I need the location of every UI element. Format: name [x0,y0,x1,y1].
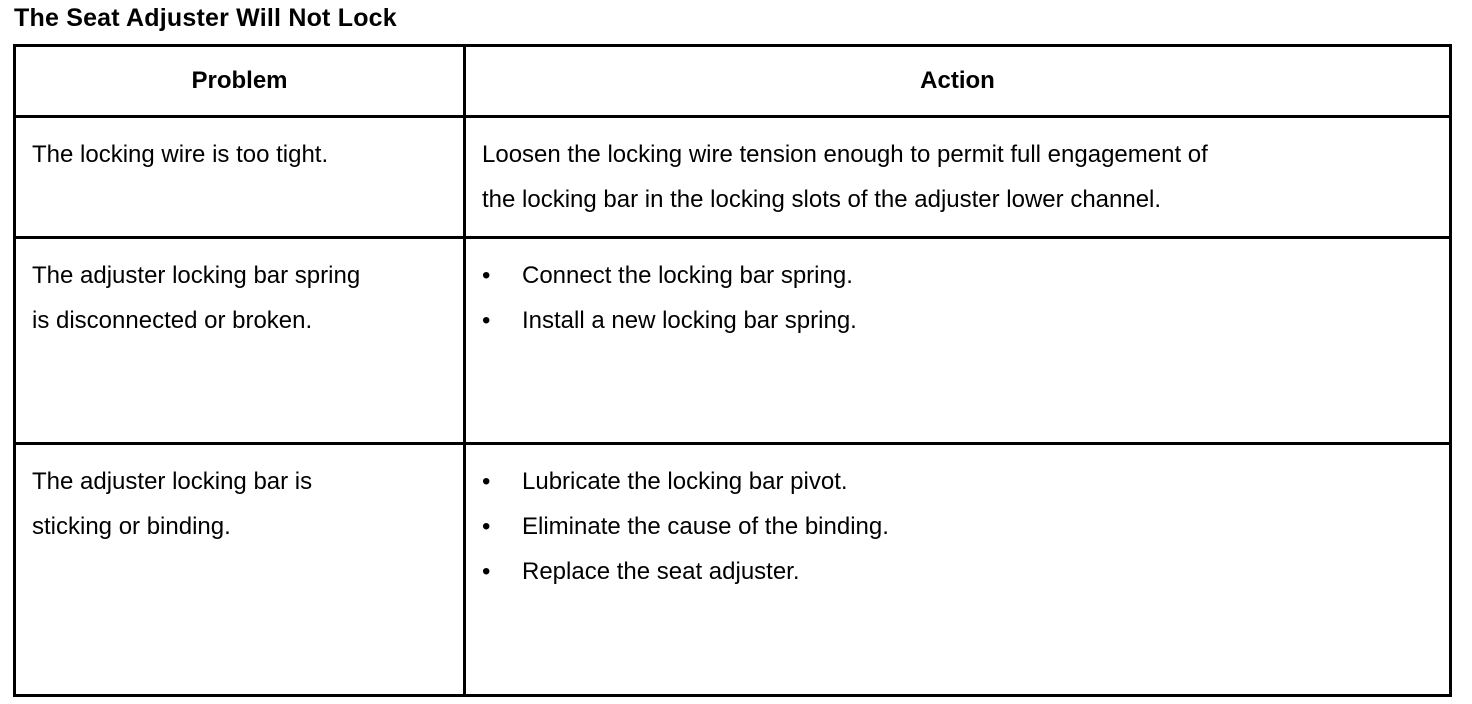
action-list-item [482,253,1433,298]
page-title: The Seat Adjuster Will Not Lock [14,4,397,32]
problem-column-header: Problem [15,46,465,117]
action-text: the locking bar in the locking slots of the adjuster lower channel. [482,186,1162,213]
action-item-text: Eliminate the cause of the binding. [522,513,889,540]
troubleshooting-table [13,44,1452,697]
bullet-icon: • [482,558,491,585]
problem-cell [15,238,465,444]
action-list-item [482,298,1433,343]
action-item-text: Connect the locking bar spring. [522,262,853,289]
problem-text: The adjuster locking bar spring [32,262,361,289]
problem-text: sticking or binding. [32,513,231,540]
action-list-item [482,504,1433,549]
action-item-text: Install a new locking bar spring. [522,307,857,334]
action-text: Loosen the locking wire tension enough to permit full engagement of [482,141,1208,168]
problem-cell [15,444,465,696]
bullet-icon: • [482,262,491,289]
action-cell [465,444,1451,696]
action-cell [465,238,1451,444]
action-column-header: Action [465,46,1451,117]
bullet-icon: • [482,468,491,495]
problem-text: is disconnected or broken. [32,307,313,334]
problem-text: The adjuster locking bar is [32,468,313,495]
bullet-icon: • [482,513,491,540]
table-header-row [15,46,1451,117]
table-row [15,117,1451,238]
problem-cell [15,117,465,238]
action-item-text: Lubricate the locking bar pivot. [522,468,848,495]
action-list-item [482,459,1433,504]
problem-text: The locking wire is too tight. [32,141,329,168]
action-list [466,239,1449,343]
action-list-item [482,549,1433,594]
table-row [15,444,1451,696]
table-row [15,238,1451,444]
action-cell [465,117,1451,238]
action-list [466,445,1449,594]
bullet-icon: • [482,307,491,334]
action-item-text: Replace the seat adjuster. [522,558,800,585]
